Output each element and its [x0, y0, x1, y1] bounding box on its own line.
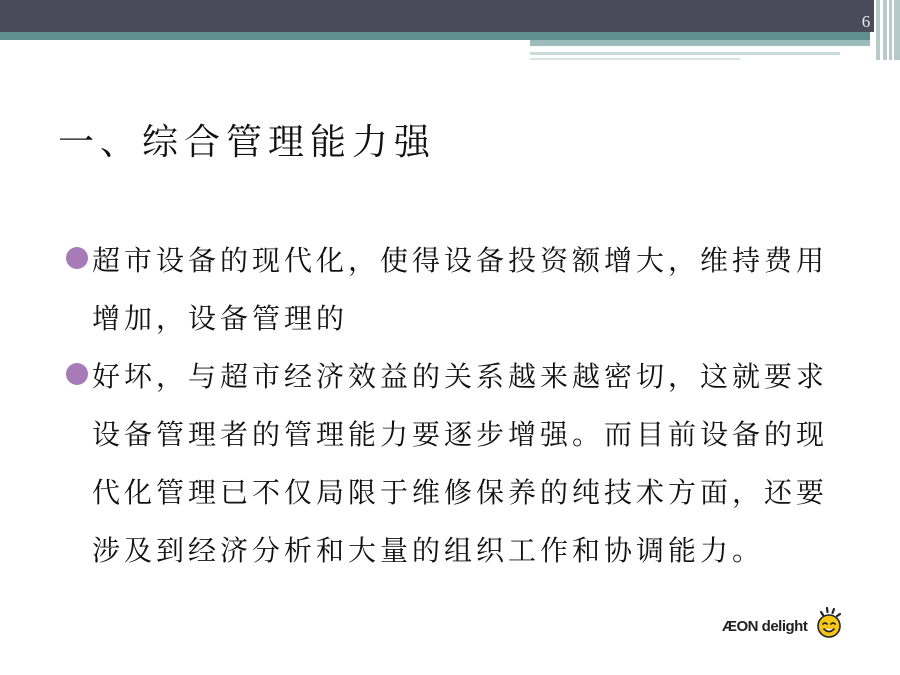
smiley-sun-icon	[811, 604, 845, 640]
header-accent-line	[530, 52, 840, 55]
header-accent-line-thin	[530, 58, 740, 60]
slide-page-number: 6	[861, 12, 871, 31]
header-band	[0, 0, 900, 32]
header-vertical-gap	[892, 0, 894, 60]
brand-logo-text: ÆON delight	[722, 617, 808, 635]
bullet-text: 超市设备的现代化，使得设备投资额增大，维持费用增加，设备管理的	[92, 244, 829, 335]
brand-logo	[722, 602, 845, 642]
header-vertical-stripe	[894, 0, 900, 60]
slide-body	[62, 232, 842, 580]
bullet-item	[62, 348, 842, 580]
header-accent-strip	[0, 32, 870, 40]
header-vertical-gap	[880, 0, 883, 60]
header-accent-strip-light	[530, 40, 870, 46]
header-vertical-gap	[887, 0, 889, 60]
bullet-text: 好坏，与超市经济效益的关系越来越密切，这就要求设备管理者的管理能力要逐步增强。而目前设备的现代化管理已不仅局限于维修保养的纯技术方面，还要涉及到经济分析和大量的组织工作和协调能力。	[92, 360, 829, 567]
slide-title: 一、综合管理能力强	[58, 122, 437, 163]
bullet-dot-icon	[66, 247, 88, 269]
bullet-item	[62, 232, 842, 348]
bullet-dot-icon	[66, 363, 88, 385]
